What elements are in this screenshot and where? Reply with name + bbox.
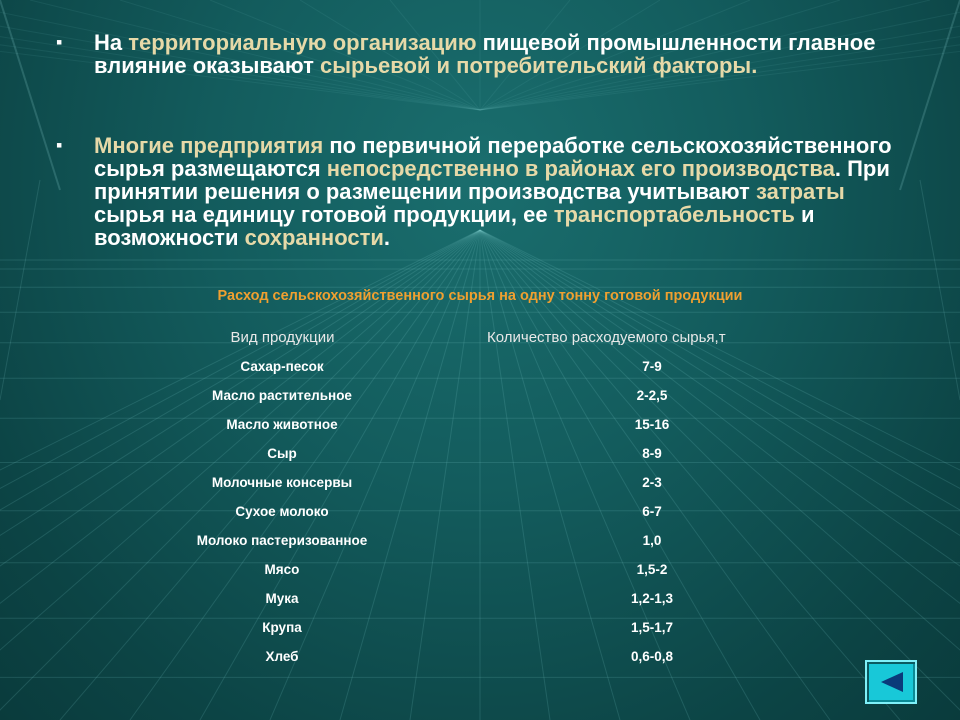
table-row: [0, 533, 960, 553]
amount-cell: 2-3: [642, 475, 662, 490]
table-row: [0, 446, 960, 466]
bullet-text: [94, 31, 896, 77]
amount-cell: 8-9: [642, 446, 662, 461]
amount-cell: 1,2-1,3: [630, 591, 674, 606]
bullet-paragraph-1: [56, 31, 896, 77]
amount-cell: 15-16: [634, 417, 670, 432]
product-cell: Сыр: [267, 446, 297, 461]
product-cell: Масло растительное: [212, 388, 352, 403]
table-row: [0, 620, 960, 640]
text-segment: и возможности: [94, 202, 815, 250]
table-row: [0, 475, 960, 495]
bullet-marker: ▪: [56, 32, 63, 52]
table-row: [0, 562, 960, 582]
highlighted-text: сохранности: [244, 225, 384, 250]
highlighted-text: транспортабельность: [553, 202, 795, 227]
text-segment: сырья на единицу готовой продукции, ее: [94, 202, 554, 227]
amount-cell: 1,5-2: [636, 562, 668, 577]
product-cell: Сухое молоко: [235, 504, 329, 519]
amount-cell: 1,5-1,7: [630, 620, 674, 635]
table-row: [0, 591, 960, 611]
table-row: [0, 417, 960, 437]
product-cell: Молоко пастеризованное: [196, 533, 368, 548]
product-cell: Крупа: [262, 620, 302, 635]
bullet-paragraph-2: [56, 134, 896, 249]
table-title: Расход сельскохозяйственного сырья на одну тонну готовой продукции: [217, 288, 743, 304]
bullet-text: [94, 134, 896, 249]
highlighted-text: сырьевой и потребительский факторы.: [320, 53, 758, 78]
table-row: [0, 388, 960, 408]
product-cell: Молочные консервы: [211, 475, 353, 490]
text-segment: . При принятии решения о размещении производства учитывают: [94, 156, 890, 204]
amount-cell: 1,0: [642, 533, 662, 548]
column-header-product: Вид продукции: [230, 329, 335, 346]
table-row: [0, 504, 960, 524]
column-header-amount: Количество расходуемого сырья,т: [487, 329, 726, 346]
product-cell: Хлеб: [265, 649, 299, 664]
table-row: [0, 649, 960, 669]
product-cell: Сахар-песок: [240, 359, 324, 374]
bullet-marker: ▪: [56, 135, 63, 155]
highlighted-text: непосредственно в районах его производства: [326, 156, 835, 181]
table-row: [0, 359, 960, 379]
highlighted-text: затраты: [755, 179, 845, 204]
product-cell: Мясо: [264, 562, 300, 577]
amount-cell: 0,6-0,8: [630, 649, 674, 664]
text-segment: На: [94, 30, 129, 55]
text-segment: пищевой промышленности главное влияние оказывают: [94, 30, 876, 78]
text-segment: по первичной переработке сельскохозяйственного сырья размещаются: [94, 133, 892, 181]
text-segment: .: [383, 225, 391, 250]
back-arrow-icon: [877, 670, 905, 694]
amount-cell: 7-9: [642, 359, 662, 374]
product-cell: Мука: [265, 591, 299, 606]
back-button[interactable]: [865, 660, 917, 704]
highlighted-text: территориальную организацию: [128, 30, 477, 55]
highlighted-text: Многие предприятия: [94, 133, 324, 158]
amount-cell: 2-2,5: [636, 388, 668, 403]
product-cell: Масло животное: [226, 417, 338, 432]
amount-cell: 6-7: [642, 504, 662, 519]
